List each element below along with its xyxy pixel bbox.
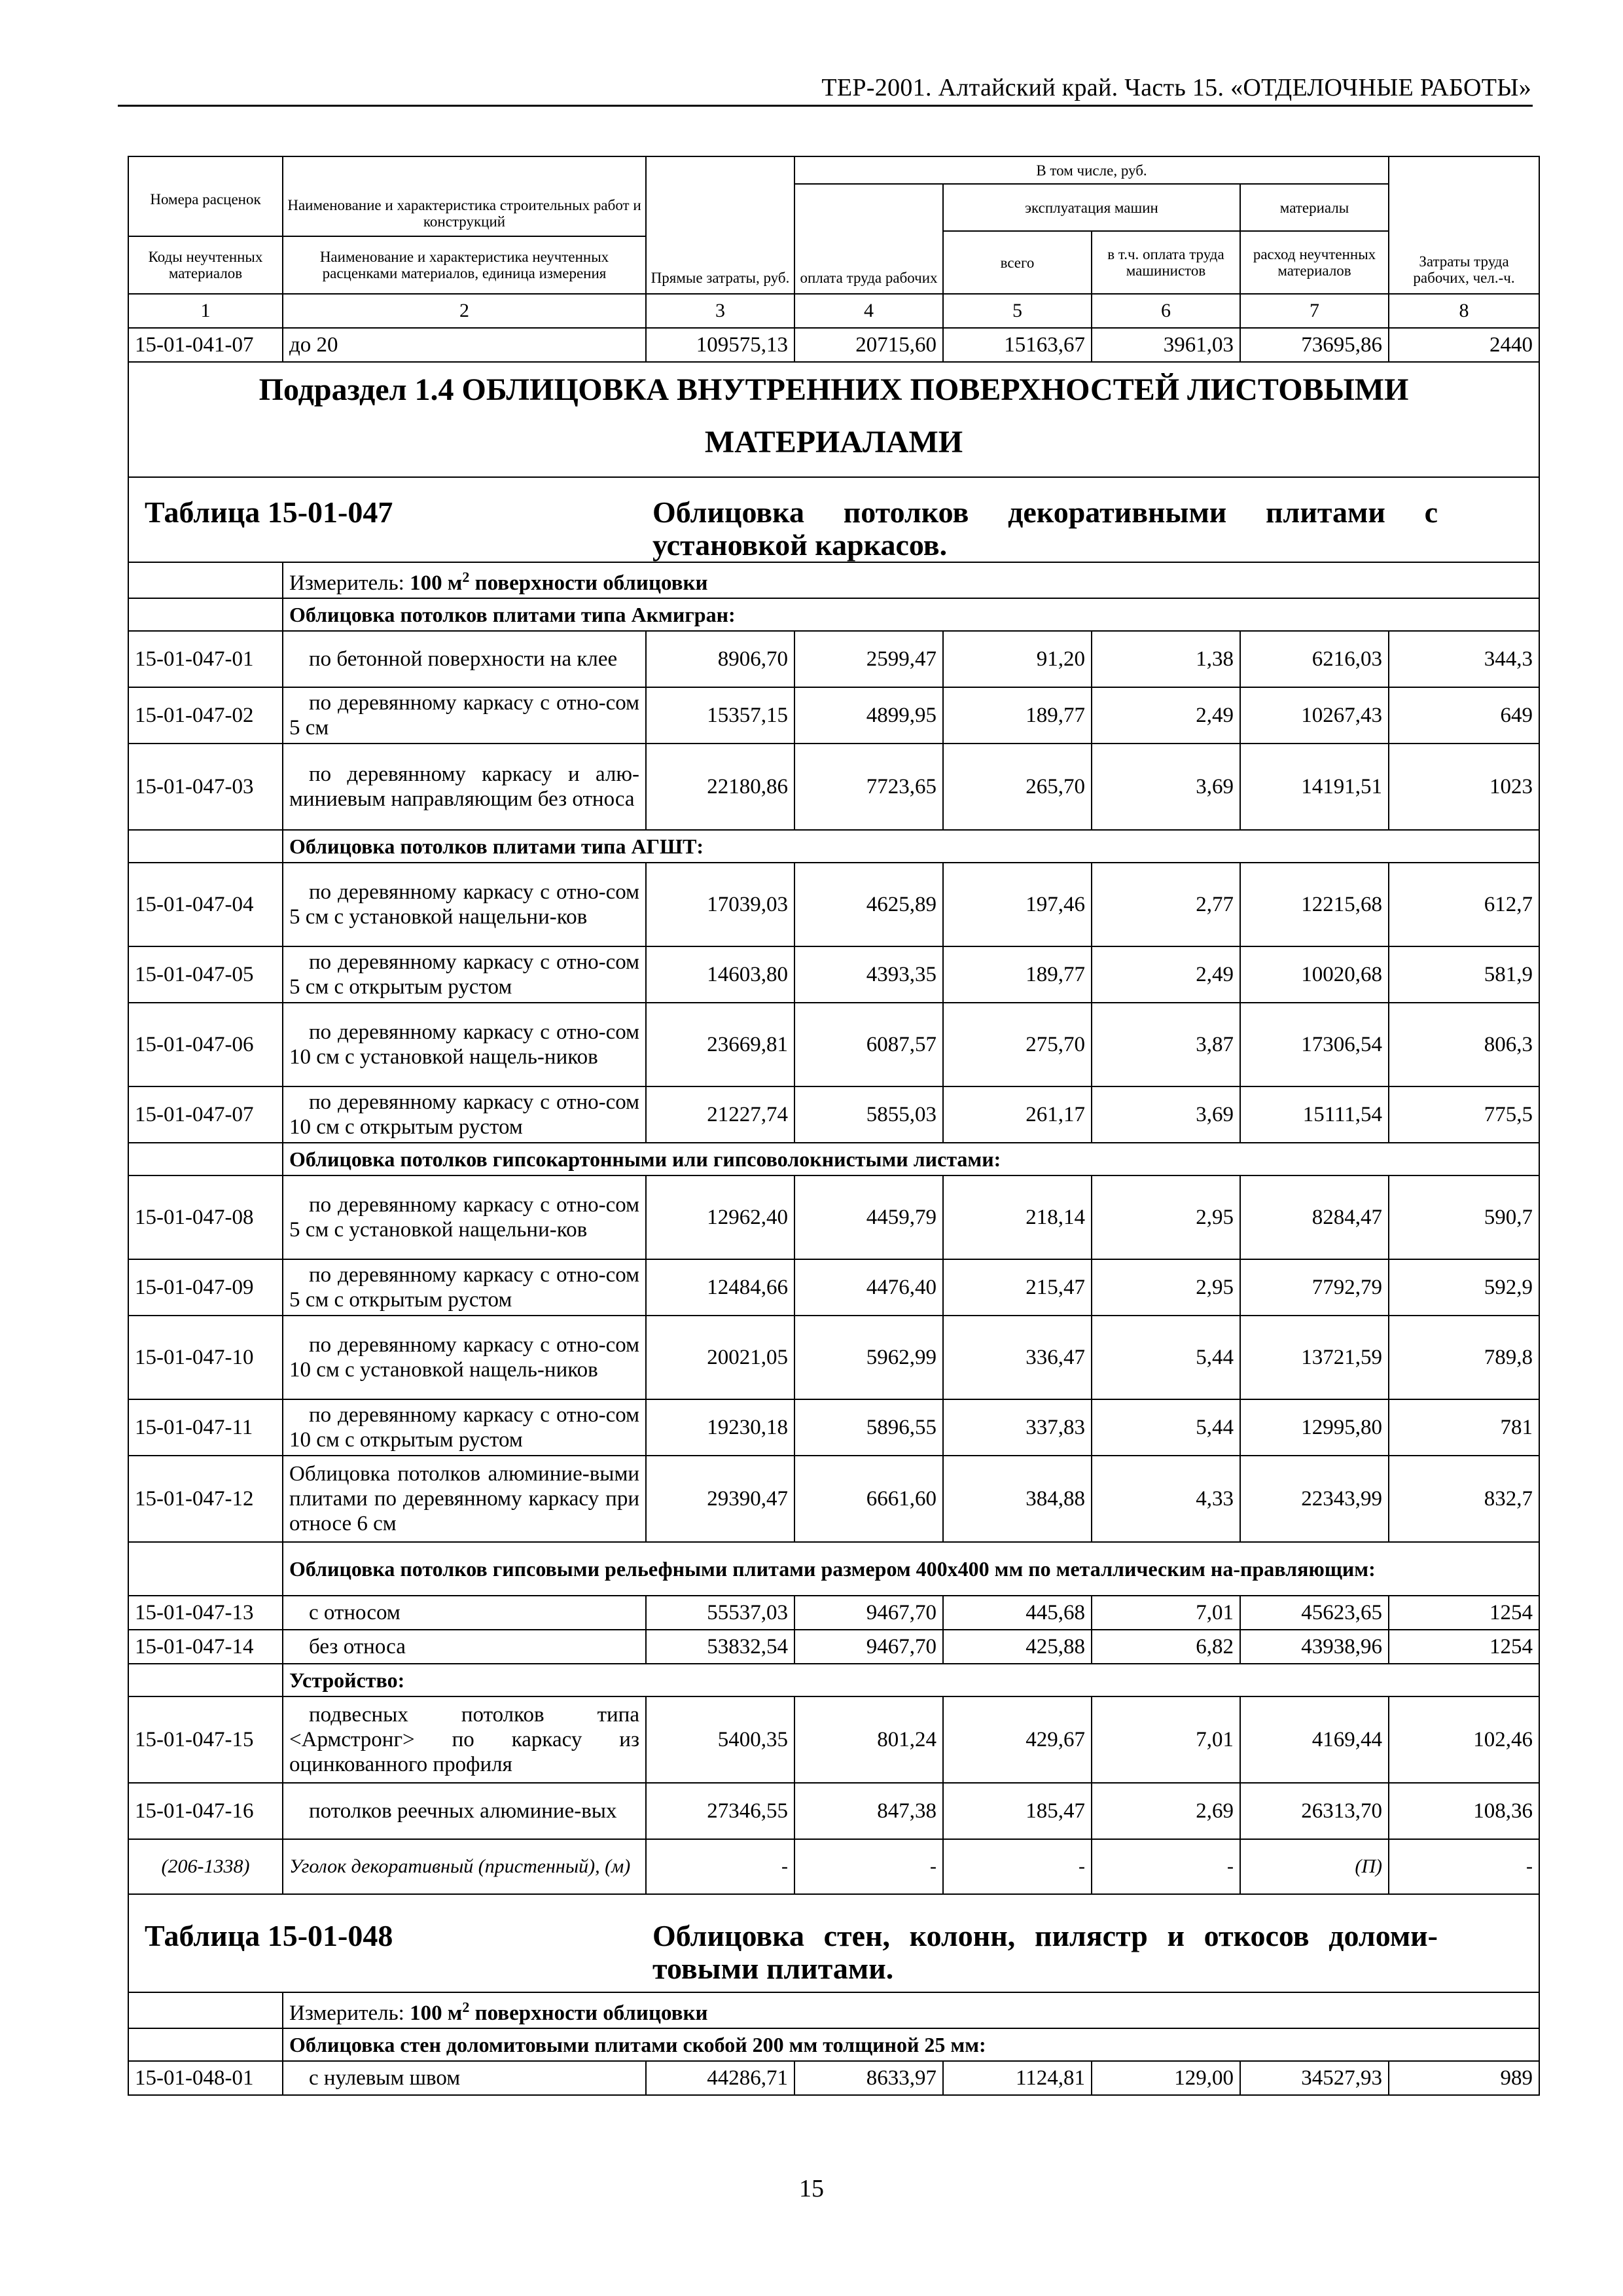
group-spacer-cell	[128, 1143, 283, 1175]
table-title-block	[128, 1894, 1539, 1992]
labor-cost-cell: -	[1389, 1839, 1539, 1894]
labor-cost-cell: 108,36	[1389, 1783, 1539, 1839]
measure-rest: поверхности облицовки	[469, 571, 708, 595]
direct-costs-cell: 27346,55	[646, 1783, 794, 1839]
table-row	[128, 1316, 1539, 1399]
column-number: 5	[943, 294, 1092, 328]
rate-code-cell: 15-01-047-16	[128, 1783, 283, 1839]
group-title: Облицовка потолков плитами типа АГШТ:	[283, 830, 1539, 863]
header-work-name-label: Наименование и характеристика строительных работ и конструкций	[287, 197, 641, 230]
labor-cost-cell: 590,7	[1389, 1175, 1539, 1259]
group-title: Облицовка потолков плитами типа Акмигран:	[283, 598, 1539, 631]
table-title-row	[128, 1894, 1539, 1992]
table-row	[128, 1003, 1539, 1086]
measure-row	[128, 1992, 1539, 2028]
table-title-grid	[145, 496, 1532, 562]
direct-costs-cell: 20021,05	[646, 1316, 794, 1399]
table-title: Облицовка потолков декоративными плитами с установкой каркасов.	[652, 495, 1438, 562]
direct-costs-cell: 22180,86	[646, 744, 794, 830]
machine-labor-cell: 3961,03	[1092, 328, 1240, 362]
materials-cost-cell: (П)	[1240, 1839, 1389, 1894]
machine-total-cell: 261,17	[943, 1086, 1092, 1143]
group-row	[128, 1143, 1539, 1175]
column-numbers-row	[128, 294, 1539, 328]
direct-costs-cell: 5400,35	[646, 1696, 794, 1783]
machine-total-cell: 215,47	[943, 1259, 1092, 1316]
direct-costs-cell: -	[646, 1839, 794, 1894]
header-work-name	[283, 156, 646, 236]
running-header: ТЕР-2001. Алтайский край. Часть 15. «ОТДЕЛОЧНЫЕ РАБОТЫ»	[821, 74, 1531, 101]
machine-labor-cell: 2,69	[1092, 1783, 1240, 1839]
labor-cost-cell: 102,46	[1389, 1696, 1539, 1783]
measure-label: Измеритель:	[289, 2001, 404, 2025]
machine-labor-cell: 2,95	[1092, 1259, 1240, 1316]
group-title: Устройство:	[283, 1664, 1539, 1696]
direct-costs-cell: 53832,54	[646, 1630, 794, 1664]
table-row	[128, 1696, 1539, 1783]
header-rate-numbers	[128, 156, 283, 236]
subsection-title-line2: МАТЕРИАЛАМИ	[704, 425, 963, 459]
header-direct-costs	[646, 156, 794, 294]
work-description-cell: с нулевым швом	[283, 2061, 646, 2095]
machine-labor-cell: 7,01	[1092, 1696, 1240, 1783]
table-title-grid	[145, 1920, 1532, 1985]
table-row	[128, 2061, 1539, 2095]
work-description-cell: по деревянному каркасу и алю-миниевым направляющим без относа	[283, 744, 646, 830]
direct-costs-cell: 12962,40	[646, 1175, 794, 1259]
table-row	[128, 1456, 1539, 1542]
labor-pay-cell: -	[794, 1839, 943, 1894]
header-rate-numbers-label: Номера расценок	[150, 191, 261, 207]
materials-cost-cell: 10267,43	[1240, 687, 1389, 744]
labor-pay-cell: 7723,65	[794, 744, 943, 830]
work-description-cell: по деревянному каркасу с отно-сом 10 см с установкой нащель-ников	[283, 1003, 646, 1086]
direct-costs-cell: 15357,15	[646, 687, 794, 744]
header-labor-cost	[1389, 156, 1539, 294]
materials-cost-cell: 6216,03	[1240, 631, 1389, 687]
group-title: Облицовка стен доломитовыми плитами скобой 200 мм толщиной 25 мм:	[283, 2028, 1539, 2061]
labor-cost-cell: 775,5	[1389, 1086, 1539, 1143]
materials-cost-cell: 4169,44	[1240, 1696, 1389, 1783]
direct-costs-cell: 29390,47	[646, 1456, 794, 1542]
rate-code-cell: 15-01-047-11	[128, 1399, 283, 1456]
machine-labor-cell: 5,44	[1092, 1399, 1240, 1456]
labor-pay-cell: 2599,47	[794, 631, 943, 687]
table-row	[128, 631, 1539, 687]
table-row	[128, 1783, 1539, 1839]
machine-labor-cell: 3,69	[1092, 744, 1240, 830]
measure-value: 100 м	[410, 2001, 463, 2025]
rate-code-cell: 15-01-047-06	[128, 1003, 283, 1086]
rate-code-cell: 15-01-047-08	[128, 1175, 283, 1259]
header-including: В том числе, руб.	[794, 156, 1389, 184]
machine-labor-cell: 3,69	[1092, 1086, 1240, 1143]
materials-cost-cell: 45623,65	[1240, 1596, 1389, 1630]
rate-code-cell: 15-01-047-14	[128, 1630, 283, 1664]
rate-code-cell: 15-01-041-07	[128, 328, 283, 362]
machine-total-cell: 15163,67	[943, 328, 1092, 362]
labor-cost-cell: 1254	[1389, 1630, 1539, 1664]
work-description-cell: по деревянному каркасу с отно-сом 5 см с установкой нащельни-ков	[283, 863, 646, 946]
labor-pay-cell: 20715,60	[794, 328, 943, 362]
column-number: 7	[1240, 294, 1389, 328]
machine-labor-cell: 1,38	[1092, 631, 1240, 687]
header-material-names: Наименование и характеристика неучтенных расценками материалов, единица измерения	[283, 236, 646, 294]
materials-cost-cell: 15111,54	[1240, 1086, 1389, 1143]
materials-cost-cell: 26313,70	[1240, 1783, 1389, 1839]
table-code: Таблица 15-01-048	[145, 1919, 393, 1952]
table-code: Таблица 15-01-047	[145, 495, 393, 529]
labor-pay-cell: 5855,03	[794, 1086, 943, 1143]
table-title: Облицовка стен, колонн, пилястр и откосов доломи-товыми плитами.	[652, 1919, 1438, 1985]
materials-cost-cell: 43938,96	[1240, 1630, 1389, 1664]
materials-cost-cell: 8284,47	[1240, 1175, 1389, 1259]
labor-pay-cell: 801,24	[794, 1696, 943, 1783]
work-description-cell: по деревянному каркасу с отно-сом 5 см с открытым рустом	[283, 946, 646, 1003]
machine-total-cell: 445,68	[943, 1596, 1092, 1630]
labor-cost-cell: 581,9	[1389, 946, 1539, 1003]
column-number: 1	[128, 294, 283, 328]
direct-costs-cell: 55537,03	[646, 1596, 794, 1630]
labor-pay-cell: 4625,89	[794, 863, 943, 946]
machine-total-cell: 189,77	[943, 687, 1092, 744]
group-row	[128, 1664, 1539, 1696]
machine-labor-cell: 2,77	[1092, 863, 1240, 946]
work-description-cell: по деревянному каркасу с отно-сом 5 см с установкой нащельни-ков	[283, 1175, 646, 1259]
machine-total-cell: 336,47	[943, 1316, 1092, 1399]
machine-labor-cell: 2,49	[1092, 687, 1240, 744]
labor-cost-cell: 592,9	[1389, 1259, 1539, 1316]
table-row	[128, 328, 1539, 362]
table-row	[128, 1259, 1539, 1316]
measure-sup: 2	[462, 1999, 470, 2015]
labor-cost-cell: 781	[1389, 1399, 1539, 1456]
materials-cost-cell: 12215,68	[1240, 863, 1389, 946]
work-description-cell: по деревянному каркасу с отно-сом 10 см с открытым рустом	[283, 1086, 646, 1143]
header-machine-total: всего	[943, 231, 1092, 294]
materials-cost-cell: 22343,99	[1240, 1456, 1389, 1542]
work-description-cell: по деревянному каркасу с отно-сом 10 см с открытым рустом	[283, 1399, 646, 1456]
work-description-cell: по деревянному каркасу с отно-сом 5 см с открытым рустом	[283, 1259, 646, 1316]
table-title-block	[128, 477, 1539, 562]
labor-pay-cell: 6661,60	[794, 1456, 943, 1542]
measure-label: Измеритель:	[289, 571, 404, 595]
rate-code-cell: 15-01-047-01	[128, 631, 283, 687]
direct-costs-cell: 14603,80	[646, 946, 794, 1003]
header-machine-labor: в т.ч. оплата труда машинистов	[1092, 231, 1240, 294]
subsection-title-line1: Подраздел 1.4 ОБЛИЦОВКА ВНУТРЕННИХ ПОВЕРХНОСТЕЙ ЛИСТОВЫМИ	[259, 372, 1409, 407]
machine-total-cell: 197,46	[943, 863, 1092, 946]
table-row	[128, 1399, 1539, 1456]
rate-code-cell: 15-01-047-12	[128, 1456, 283, 1542]
direct-costs-cell: 23669,81	[646, 1003, 794, 1086]
measure-unit	[283, 1992, 1539, 2028]
materials-cost-cell: 13721,59	[1240, 1316, 1389, 1399]
subsection-heading	[128, 362, 1539, 477]
column-number: 4	[794, 294, 943, 328]
table-row	[128, 1175, 1539, 1259]
labor-pay-cell: 5962,99	[794, 1316, 943, 1399]
header-labor-cost-label: Затраты труда рабочих, чел.-ч.	[1413, 253, 1515, 286]
materials-cost-cell: 10020,68	[1240, 946, 1389, 1003]
column-number: 6	[1092, 294, 1240, 328]
work-description-cell: подвесных потолков типа <Армстронг> по каркасу из оцинкованного профиля	[283, 1696, 646, 1783]
header-material-codes: Коды неучтенных материалов	[128, 236, 283, 294]
rate-code-cell: 15-01-048-01	[128, 2061, 283, 2095]
group-spacer-cell	[128, 1664, 283, 1696]
direct-costs-cell: 8906,70	[646, 631, 794, 687]
direct-costs-cell: 109575,13	[646, 328, 794, 362]
header-rule	[118, 105, 1533, 107]
labor-pay-cell: 8633,97	[794, 2061, 943, 2095]
labor-cost-cell: 1254	[1389, 1596, 1539, 1630]
rate-code-cell: 15-01-047-15	[128, 1696, 283, 1783]
labor-cost-cell: 344,3	[1389, 631, 1539, 687]
group-row	[128, 598, 1539, 631]
machine-total-cell: 275,70	[943, 1003, 1092, 1086]
labor-cost-cell: 649	[1389, 687, 1539, 744]
labor-cost-cell: 789,8	[1389, 1316, 1539, 1399]
direct-costs-cell: 17039,03	[646, 863, 794, 946]
column-number: 2	[283, 294, 646, 328]
measure-spacer-cell	[128, 1992, 283, 2028]
table-row	[128, 1630, 1539, 1664]
work-description-cell: Облицовка потолков алюминие-выми плитами по деревянному каркасу при относе 6 см	[283, 1456, 646, 1542]
machine-total-cell: 384,88	[943, 1456, 1092, 1542]
work-description-cell: без относа	[283, 1630, 646, 1664]
work-description-cell: до 20	[283, 328, 646, 362]
measure-rest: поверхности облицовки	[469, 2001, 708, 2025]
labor-cost-cell: 612,7	[1389, 863, 1539, 946]
materials-cost-cell: 14191,51	[1240, 744, 1389, 830]
machine-total-cell: 91,20	[943, 631, 1092, 687]
group-spacer-cell	[128, 598, 283, 631]
labor-pay-cell: 6087,57	[794, 1003, 943, 1086]
measure-row	[128, 562, 1539, 598]
work-description-cell: по деревянному каркасу с отно-сом 10 см с установкой нащель-ников	[283, 1316, 646, 1399]
labor-pay-cell: 4393,35	[794, 946, 943, 1003]
rate-code-cell: 15-01-047-10	[128, 1316, 283, 1399]
table-row	[128, 863, 1539, 946]
rate-code-cell: 15-01-047-03	[128, 744, 283, 830]
materials-cost-cell: 12995,80	[1240, 1399, 1389, 1456]
materials-cost-cell: 34527,93	[1240, 2061, 1389, 2095]
material-code-cell: (206-1338)	[128, 1839, 283, 1894]
labor-cost-cell: 1023	[1389, 744, 1539, 830]
machine-labor-cell: 6,82	[1092, 1630, 1240, 1664]
machine-labor-cell: 2,95	[1092, 1175, 1240, 1259]
rate-code-cell: 15-01-047-07	[128, 1086, 283, 1143]
labor-pay-cell: 4476,40	[794, 1259, 943, 1316]
material-name-cell: Уголок декоративный (пристенный), (м)	[283, 1839, 646, 1894]
work-description-cell: по деревянному каркасу с отно-сом 5 см	[283, 687, 646, 744]
subsection-row	[128, 362, 1539, 477]
group-row	[128, 2028, 1539, 2061]
group-spacer-cell	[128, 2028, 283, 2061]
table-row	[128, 946, 1539, 1003]
table-row	[128, 687, 1539, 744]
machine-labor-cell: 5,44	[1092, 1316, 1240, 1399]
machine-labor-cell: 3,87	[1092, 1003, 1240, 1086]
rate-code-cell: 15-01-047-09	[128, 1259, 283, 1316]
machine-total-cell: 265,70	[943, 744, 1092, 830]
table-row	[128, 1086, 1539, 1143]
labor-cost-cell: 806,3	[1389, 1003, 1539, 1086]
table-title-row	[128, 477, 1539, 562]
labor-cost-cell: 989	[1389, 2061, 1539, 2095]
header-direct-costs-label: Прямые затраты, руб.	[651, 270, 790, 286]
direct-costs-cell: 19230,18	[646, 1399, 794, 1456]
machine-total-cell: 425,88	[943, 1630, 1092, 1664]
rate-code-cell: 15-01-047-05	[128, 946, 283, 1003]
header-materials: материалы	[1240, 184, 1389, 231]
labor-cost-cell: 832,7	[1389, 1456, 1539, 1542]
machine-total-cell: 185,47	[943, 1783, 1092, 1839]
machine-labor-cell: 4,33	[1092, 1456, 1240, 1542]
labor-pay-cell: 5896,55	[794, 1399, 943, 1456]
machine-labor-cell: -	[1092, 1839, 1240, 1894]
machine-total-cell: -	[943, 1839, 1092, 1894]
measure-sup: 2	[462, 569, 470, 585]
direct-costs-cell: 44286,71	[646, 2061, 794, 2095]
rate-code-cell: 15-01-047-13	[128, 1596, 283, 1630]
header-machine-op: эксплуатация машин	[943, 184, 1240, 231]
labor-pay-cell: 9467,70	[794, 1596, 943, 1630]
work-description-cell: с относом	[283, 1596, 646, 1630]
machine-total-cell: 337,83	[943, 1399, 1092, 1456]
group-row	[128, 1542, 1539, 1596]
measure-spacer-cell	[128, 562, 283, 598]
table-row	[128, 744, 1539, 830]
measure-value: 100 м	[410, 571, 463, 595]
direct-costs-cell: 21227,74	[646, 1086, 794, 1143]
machine-total-cell: 1124,81	[943, 2061, 1092, 2095]
work-description-cell: по бетонной поверхности на клее	[283, 631, 646, 687]
labor-pay-cell: 4899,95	[794, 687, 943, 744]
measure-unit	[283, 562, 1539, 598]
labor-pay-cell: 9467,70	[794, 1630, 943, 1664]
group-row	[128, 830, 1539, 863]
material-row	[128, 1839, 1539, 1894]
header-materials-unaccounted: расход неучтенных материалов	[1240, 231, 1389, 294]
work-description-cell: потолков реечных алюминие-вых	[283, 1783, 646, 1839]
group-spacer-cell	[128, 830, 283, 863]
machine-total-cell: 189,77	[943, 946, 1092, 1003]
materials-cost-cell: 73695,86	[1240, 328, 1389, 362]
rate-code-cell: 15-01-047-02	[128, 687, 283, 744]
price-table	[128, 156, 1540, 2096]
machine-labor-cell: 129,00	[1092, 2061, 1240, 2095]
table-row	[128, 1596, 1539, 1630]
labor-cost-cell: 2440	[1389, 328, 1539, 362]
machine-total-cell: 429,67	[943, 1696, 1092, 1783]
materials-cost-cell: 7792,79	[1240, 1259, 1389, 1316]
group-spacer-cell	[128, 1542, 283, 1596]
group-title: Облицовка потолков гипсовыми рельефными плитами размером 400х400 мм по металлическим на-правляющим:	[283, 1542, 1539, 1596]
direct-costs-cell: 12484,66	[646, 1259, 794, 1316]
machine-total-cell: 218,14	[943, 1175, 1092, 1259]
machine-labor-cell: 7,01	[1092, 1596, 1240, 1630]
materials-cost-cell: 17306,54	[1240, 1003, 1389, 1086]
header-labor-pay	[794, 184, 943, 294]
column-number: 8	[1389, 294, 1539, 328]
header-labor-pay-label: оплата труда рабочих	[800, 270, 938, 286]
page-number: 15	[799, 2175, 824, 2202]
machine-labor-cell: 2,49	[1092, 946, 1240, 1003]
labor-pay-cell: 4459,79	[794, 1175, 943, 1259]
group-title: Облицовка потолков гипсокартонными или гипсоволокнистыми листами:	[283, 1143, 1539, 1175]
labor-pay-cell: 847,38	[794, 1783, 943, 1839]
rate-code-cell: 15-01-047-04	[128, 863, 283, 946]
column-number: 3	[646, 294, 794, 328]
